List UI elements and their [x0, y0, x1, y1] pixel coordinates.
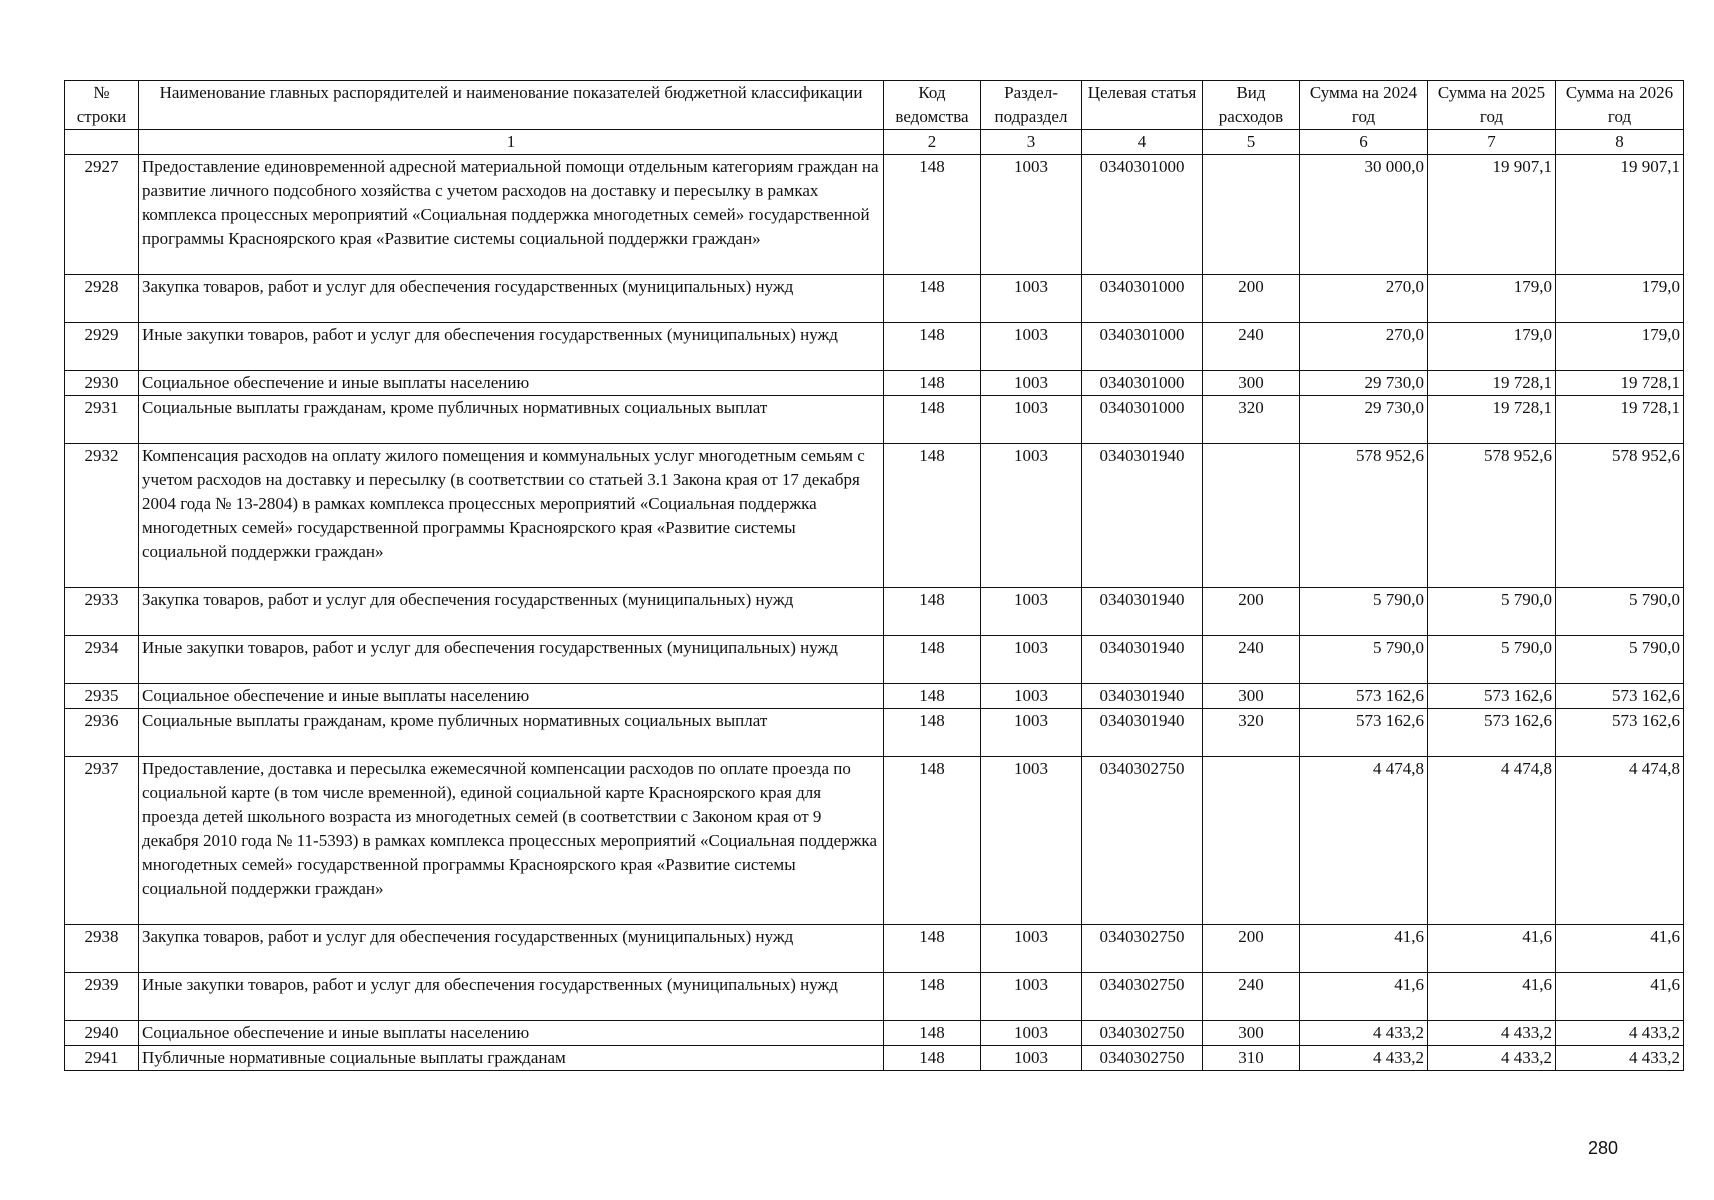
row-expense-type: 240: [1203, 973, 1300, 1021]
row-expense-type: 200: [1203, 588, 1300, 636]
row-name: Иные закупки товаров, работ и услуг для обеспечения государственных (муниципальных) нужд: [139, 973, 884, 1021]
column-number-row: [65, 130, 1684, 155]
column-number: 7: [1428, 130, 1556, 155]
table-row: [65, 636, 1684, 684]
row-target-article: 0340302750: [1082, 925, 1203, 973]
row-sum-2025: 179,0: [1428, 275, 1556, 323]
row-name: Социальное обеспечение и иные выплаты населению: [139, 684, 884, 709]
row-sum-2025: 19 728,1: [1428, 396, 1556, 444]
column-number: 8: [1556, 130, 1684, 155]
row-expense-type: [1203, 155, 1300, 275]
row-sum-2024: 29 730,0: [1300, 371, 1428, 396]
row-sum-2025: 19 728,1: [1428, 371, 1556, 396]
column-number: 6: [1300, 130, 1428, 155]
row-number: 2937: [65, 757, 139, 925]
row-target-article: 0340301940: [1082, 636, 1203, 684]
row-name: Компенсация расходов на оплату жилого помещения и коммунальных услуг многодетным семьям с учетом расходов на доставку и пересылку (в соответствии со статьей 3.1 Закона края от 17 декабря 2004 года № 13-2804) в рамках комплекса процессных мероприятий «Социальная поддержка многодетных семей» государственной программы Красноярского края «Развитие системы социальной поддержки граждан»: [139, 444, 884, 588]
row-expense-type: 240: [1203, 323, 1300, 371]
row-sum-2024: 4 433,2: [1300, 1046, 1428, 1071]
row-sum-2025: 578 952,6: [1428, 444, 1556, 588]
table-row: [65, 1046, 1684, 1071]
table-row: [65, 371, 1684, 396]
column-number: 1: [139, 130, 884, 155]
row-number: 2929: [65, 323, 139, 371]
row-name: Предоставление единовременной адресной материальной помощи отдельным категориям граждан на развитие личного подсобного хозяйства с учетом расходов на доставку и пересылку в рамках комплекса процессных мероприятий «Социальная поддержка многодетных семей» государственной программы Красноярского края «Развитие системы социальной поддержки граждан»: [139, 155, 884, 275]
column-number: 3: [981, 130, 1082, 155]
row-sum-2024: 578 952,6: [1300, 444, 1428, 588]
row-section: 1003: [981, 323, 1082, 371]
row-number: 2927: [65, 155, 139, 275]
row-dept-code: 148: [884, 709, 981, 757]
row-section: 1003: [981, 973, 1082, 1021]
row-sum-2026: 19 728,1: [1556, 371, 1684, 396]
row-sum-2026: 4 433,2: [1556, 1046, 1684, 1071]
header-name: Наименование главных распорядителей и наименование показателей бюджетной классификации: [139, 81, 884, 130]
row-dept-code: 148: [884, 396, 981, 444]
table-row: [65, 684, 1684, 709]
table-row: [65, 275, 1684, 323]
row-sum-2026: 578 952,6: [1556, 444, 1684, 588]
row-expense-type: [1203, 444, 1300, 588]
row-target-article: 0340301940: [1082, 588, 1203, 636]
row-sum-2026: 41,6: [1556, 973, 1684, 1021]
table-row: [65, 1021, 1684, 1046]
row-target-article: 0340302750: [1082, 973, 1203, 1021]
row-sum-2025: 179,0: [1428, 323, 1556, 371]
row-sum-2025: 573 162,6: [1428, 709, 1556, 757]
row-sum-2026: 5 790,0: [1556, 588, 1684, 636]
row-number: 2933: [65, 588, 139, 636]
row-sum-2025: 19 907,1: [1428, 155, 1556, 275]
row-number: 2931: [65, 396, 139, 444]
header-sum-2024: Сумма на 2024 год: [1300, 81, 1428, 130]
table-row: [65, 323, 1684, 371]
row-number: 2939: [65, 973, 139, 1021]
row-expense-type: 300: [1203, 371, 1300, 396]
row-section: 1003: [981, 396, 1082, 444]
row-target-article: 0340302750: [1082, 757, 1203, 925]
row-sum-2025: 41,6: [1428, 973, 1556, 1021]
row-expense-type: 320: [1203, 396, 1300, 444]
row-sum-2026: 41,6: [1556, 925, 1684, 973]
row-target-article: 0340302750: [1082, 1021, 1203, 1046]
table-row: [65, 155, 1684, 275]
row-target-article: 0340301000: [1082, 396, 1203, 444]
row-section: 1003: [981, 1046, 1082, 1071]
row-dept-code: 148: [884, 155, 981, 275]
row-target-article: 0340301940: [1082, 444, 1203, 588]
row-sum-2025: 4 474,8: [1428, 757, 1556, 925]
header-row: [65, 81, 1684, 130]
table-row: [65, 588, 1684, 636]
row-name: Социальные выплаты гражданам, кроме публичных нормативных социальных выплат: [139, 396, 884, 444]
table-row: [65, 973, 1684, 1021]
row-sum-2024: 5 790,0: [1300, 588, 1428, 636]
header-section: Раздел-подраздел: [981, 81, 1082, 130]
column-number: 5: [1203, 130, 1300, 155]
row-section: 1003: [981, 444, 1082, 588]
row-sum-2026: 573 162,6: [1556, 709, 1684, 757]
row-sum-2025: 4 433,2: [1428, 1046, 1556, 1071]
row-sum-2026: 573 162,6: [1556, 684, 1684, 709]
row-sum-2024: 30 000,0: [1300, 155, 1428, 275]
row-dept-code: 148: [884, 444, 981, 588]
row-section: 1003: [981, 588, 1082, 636]
row-target-article: 0340301000: [1082, 323, 1203, 371]
row-target-article: 0340301000: [1082, 371, 1203, 396]
row-dept-code: 148: [884, 588, 981, 636]
row-sum-2024: 5 790,0: [1300, 636, 1428, 684]
row-dept-code: 148: [884, 1046, 981, 1071]
row-sum-2024: 573 162,6: [1300, 684, 1428, 709]
row-dept-code: 148: [884, 757, 981, 925]
row-section: 1003: [981, 155, 1082, 275]
row-number: 2930: [65, 371, 139, 396]
row-dept-code: 148: [884, 323, 981, 371]
row-expense-type: 200: [1203, 275, 1300, 323]
row-sum-2026: 179,0: [1556, 275, 1684, 323]
column-number: 4: [1082, 130, 1203, 155]
row-name: Предоставление, доставка и пересылка ежемесячной компенсации расходов по оплате проезда по социальной карте (в том числе временной), единой социальной карте Красноярского края для проезда детей школьного возраста из многодетных семей (в соответствии с Законом края от 9 декабря 2010 года № 11-5393) в рамках комплекса процессных мероприятий «Социальная поддержка многодетных семей» государственной программы Красноярского края «Развитие системы социальной поддержки граждан»: [139, 757, 884, 925]
row-sum-2025: 5 790,0: [1428, 636, 1556, 684]
row-dept-code: 148: [884, 973, 981, 1021]
row-sum-2025: 5 790,0: [1428, 588, 1556, 636]
row-section: 1003: [981, 757, 1082, 925]
row-section: 1003: [981, 371, 1082, 396]
row-sum-2026: 4 433,2: [1556, 1021, 1684, 1046]
row-expense-type: [1203, 757, 1300, 925]
row-sum-2024: 29 730,0: [1300, 396, 1428, 444]
row-number: 2941: [65, 1046, 139, 1071]
row-number: 2940: [65, 1021, 139, 1046]
row-section: 1003: [981, 684, 1082, 709]
row-name: Закупка товаров, работ и услуг для обеспечения государственных (муниципальных) нужд: [139, 275, 884, 323]
row-sum-2025: 41,6: [1428, 925, 1556, 973]
row-target-article: 0340301940: [1082, 709, 1203, 757]
row-dept-code: 148: [884, 371, 981, 396]
row-sum-2026: 19 728,1: [1556, 396, 1684, 444]
column-number: [65, 130, 139, 155]
row-dept-code: 148: [884, 636, 981, 684]
row-sum-2025: 573 162,6: [1428, 684, 1556, 709]
header-dept: Код ведомства: [884, 81, 981, 130]
row-name: Иные закупки товаров, работ и услуг для обеспечения государственных (муниципальных) нужд: [139, 323, 884, 371]
row-sum-2024: 573 162,6: [1300, 709, 1428, 757]
row-number: 2938: [65, 925, 139, 973]
row-name: Публичные нормативные социальные выплаты гражданам: [139, 1046, 884, 1071]
row-expense-type: 240: [1203, 636, 1300, 684]
row-expense-type: 310: [1203, 1046, 1300, 1071]
budget-table: [64, 80, 1684, 1071]
row-dept-code: 148: [884, 925, 981, 973]
row-section: 1003: [981, 275, 1082, 323]
row-sum-2025: 4 433,2: [1428, 1021, 1556, 1046]
row-section: 1003: [981, 636, 1082, 684]
row-sum-2024: 4 433,2: [1300, 1021, 1428, 1046]
row-number: 2932: [65, 444, 139, 588]
row-number: 2928: [65, 275, 139, 323]
row-target-article: 0340301000: [1082, 275, 1203, 323]
row-sum-2024: 4 474,8: [1300, 757, 1428, 925]
row-name: Социальное обеспечение и иные выплаты населению: [139, 371, 884, 396]
header-sum-2026: Сумма на 2026 год: [1556, 81, 1684, 130]
row-target-article: 0340302750: [1082, 1046, 1203, 1071]
row-dept-code: 148: [884, 684, 981, 709]
table-row: [65, 757, 1684, 925]
row-expense-type: 320: [1203, 709, 1300, 757]
row-name: Социальные выплаты гражданам, кроме публичных нормативных социальных выплат: [139, 709, 884, 757]
row-expense-type: 300: [1203, 684, 1300, 709]
row-name: Социальное обеспечение и иные выплаты населению: [139, 1021, 884, 1046]
row-sum-2024: 270,0: [1300, 275, 1428, 323]
row-sum-2024: 41,6: [1300, 973, 1428, 1021]
row-target-article: 0340301000: [1082, 155, 1203, 275]
table-row: [65, 925, 1684, 973]
row-section: 1003: [981, 1021, 1082, 1046]
row-sum-2026: 4 474,8: [1556, 757, 1684, 925]
header-row-no: № строки: [65, 81, 139, 130]
row-section: 1003: [981, 925, 1082, 973]
table-body: [65, 81, 1684, 1071]
row-sum-2024: 41,6: [1300, 925, 1428, 973]
row-expense-type: 200: [1203, 925, 1300, 973]
page-number: 280: [1588, 1138, 1619, 1158]
row-dept-code: 148: [884, 1021, 981, 1046]
header-target: Целевая статья: [1082, 81, 1203, 130]
table-row: [65, 396, 1684, 444]
row-number: 2936: [65, 709, 139, 757]
table-row: [65, 444, 1684, 588]
row-sum-2026: 179,0: [1556, 323, 1684, 371]
row-target-article: 0340301940: [1082, 684, 1203, 709]
header-type: Вид расходов: [1203, 81, 1300, 130]
row-name: Иные закупки товаров, работ и услуг для обеспечения государственных (муниципальных) нужд: [139, 636, 884, 684]
row-sum-2026: 5 790,0: [1556, 636, 1684, 684]
row-name: Закупка товаров, работ и услуг для обеспечения государственных (муниципальных) нужд: [139, 925, 884, 973]
column-number: 2: [884, 130, 981, 155]
row-sum-2024: 270,0: [1300, 323, 1428, 371]
table-row: [65, 709, 1684, 757]
row-number: 2935: [65, 684, 139, 709]
header-sum-2025: Сумма на 2025 год: [1428, 81, 1556, 130]
row-number: 2934: [65, 636, 139, 684]
row-name: Закупка товаров, работ и услуг для обеспечения государственных (муниципальных) нужд: [139, 588, 884, 636]
row-dept-code: 148: [884, 275, 981, 323]
row-expense-type: 300: [1203, 1021, 1300, 1046]
row-section: 1003: [981, 709, 1082, 757]
row-sum-2026: 19 907,1: [1556, 155, 1684, 275]
